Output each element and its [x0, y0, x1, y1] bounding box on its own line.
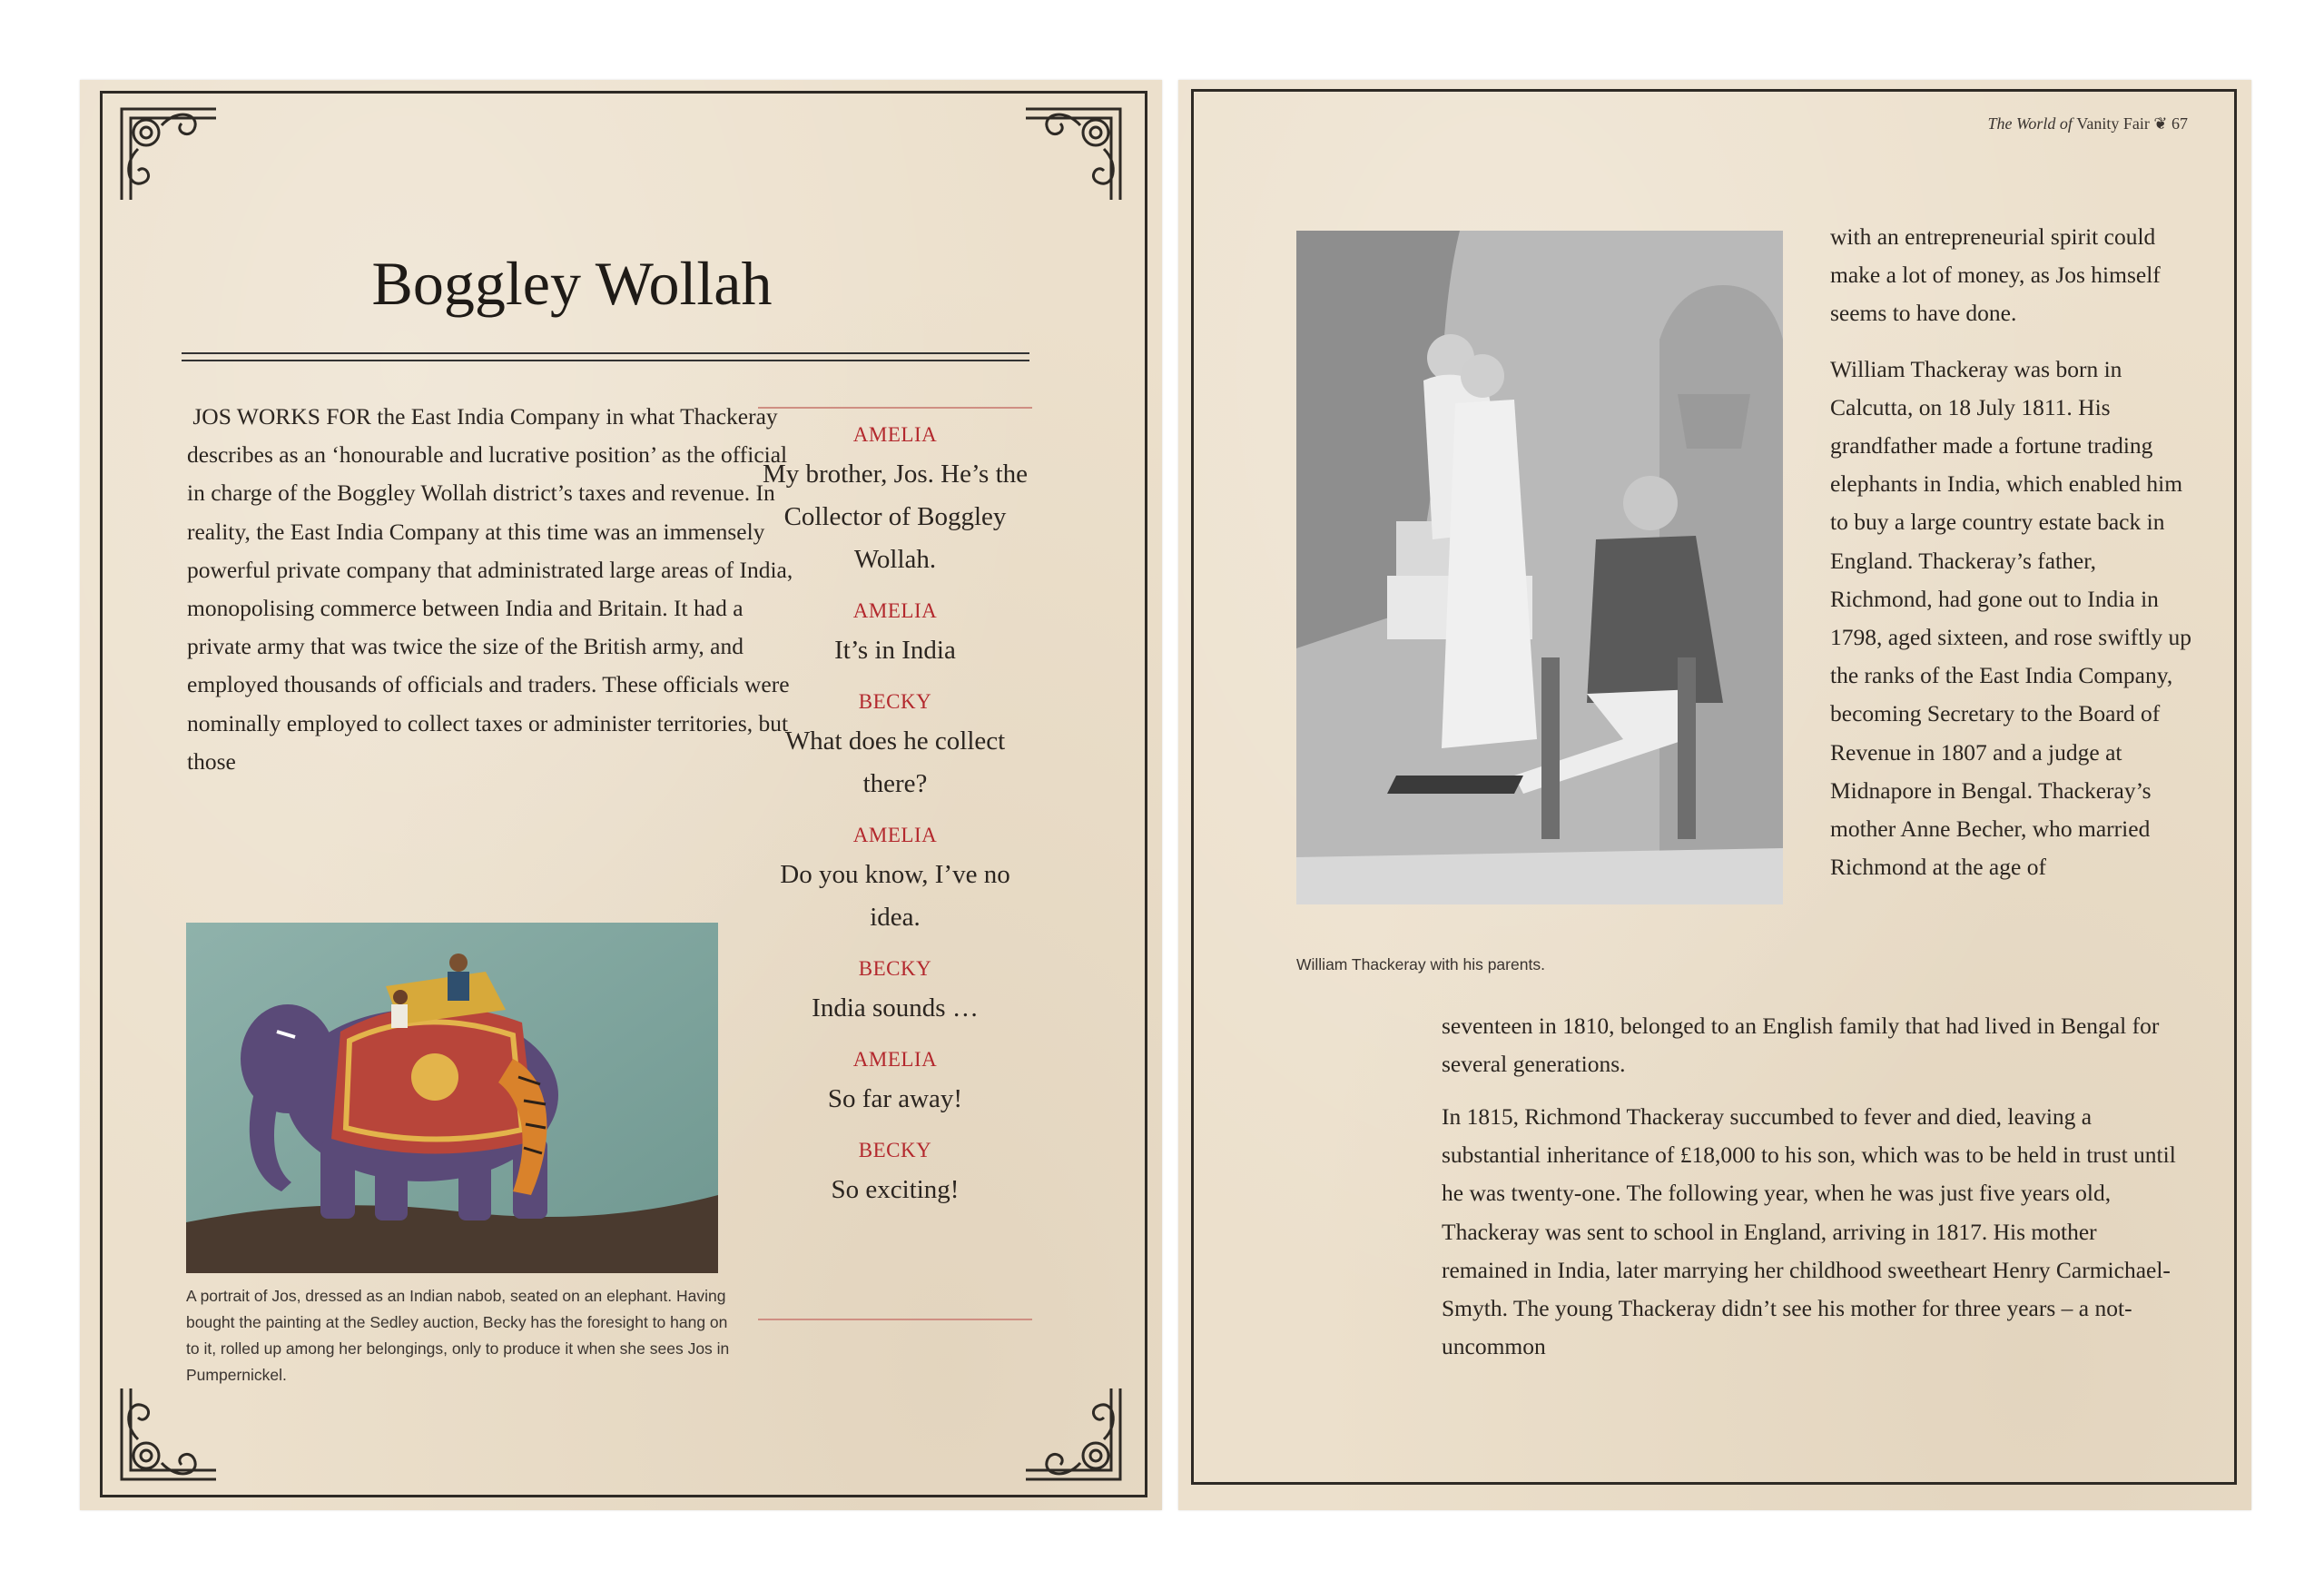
dialogue-speaker: BECKY: [858, 1139, 932, 1161]
page-title: Boggley Wollah: [371, 249, 773, 318]
running-head-series: The World of: [1987, 114, 2073, 133]
running-head: [1988, 114, 2188, 133]
engraving-caption: William Thackeray with his parents.: [1296, 955, 1545, 973]
corner-ornament-icon: [114, 98, 223, 207]
intro-lead-in: JOS WORKS FOR: [192, 403, 371, 430]
dialogue-line: India sounds …: [812, 993, 979, 1023]
dialogue-speaker: AMELIA: [852, 1048, 938, 1071]
dialogue-speaker: AMELIA: [852, 423, 938, 446]
flourish-icon: ❦: [2153, 114, 2168, 133]
dialogue-speaker: AMELIA: [852, 599, 938, 622]
right-page: [1178, 80, 2251, 1510]
paragraph: with an entrepreneurial spirit could make a lot of money, as Jos himself seems to have done.: [1830, 223, 2161, 327]
dialogue-sidebar: [758, 420, 1032, 1230]
dialogue-speaker: AMELIA: [852, 824, 938, 846]
thackeray-family-engraving: [1296, 231, 1783, 904]
narrow-column: [1830, 218, 2193, 886]
title-rule: [182, 360, 1029, 361]
intro-paragraph: [187, 398, 801, 781]
dialogue-speaker: BECKY: [858, 690, 932, 713]
corner-ornament-icon: [1019, 1381, 1128, 1490]
dialogue-bottom-rule: [758, 1319, 1032, 1320]
dialogue-line: It’s in India: [834, 636, 956, 665]
paragraph: William Thackeray was born in Calcutta, on 18 July 1811. His grandfather made a fortune trading elephants in India, which enabled him to buy a large country estate back in England. Thackeray’s father, Richmond, had gone out to India in 1798, aged sixteen, and rose swiftly up the ranks of the East India Company, becoming Secretary to the Board of Revenue in 1807 and a judge at Midnapore in Bengal. Thackeray’s mother Anne Becher, who married Richmond at the age of: [1830, 355, 2192, 881]
corner-ornament-icon: [1019, 98, 1128, 207]
dialogue-line: Do you know, I’ve no idea.: [780, 860, 1010, 932]
title-rule: [182, 352, 1029, 354]
page-number: 67: [2171, 114, 2188, 133]
elephant-caption: A portrait of Jos, dressed as an Indian nabob, seated on an elephant. Having bought the painting at the Sedley auction, Becky has the foresight to hang on to it, rolled up among her belongings, only to produce it when she sees Jos in Pumpernickel.: [186, 1287, 730, 1384]
dialogue-line: So far away!: [827, 1084, 963, 1113]
left-page: [80, 80, 1162, 1510]
dialogue-line: What does he collect there?: [784, 726, 1006, 798]
dialogue-line: My brother, Jos. He’s the Collector of Boggley Wollah.: [762, 459, 1029, 574]
intro-body: the East India Company in what Thackeray describes as an ‘honourable and lucrative position’ as the official in charge of the Boggley Wollah district’s taxes and revenue. In reality, the East India Company at this time was an immensely powerful private company that administrated large areas of India, monopolising commerce between India and Britain. It had a private army that was twice the size of the British army, and employed thousands of officials and traders. These officials were nominally employed to collect taxes or administer territories, but those: [187, 403, 793, 775]
paragraph: seventeen in 1810, belonged to an English family that had lived in Bengal for several generations.: [1442, 1013, 2160, 1078]
elephant-painting: [186, 923, 718, 1273]
dialogue-speaker: BECKY: [858, 957, 932, 980]
paragraph: In 1815, Richmond Thackeray succumbed to fever and died, leaving a substantial inheritance of £18,000 to his son, which was to be held in trust until he was twenty-one. The following year, when he was just five years old, Thackeray was sent to school in England, arriving in 1817. His mother remained in India, later marrying her childhood sweetheart Henry Carmichael-Smyth. The young Thackeray didn’t see his mother for three years – a not-uncommon: [1442, 1103, 2176, 1360]
corner-ornament-icon: [114, 1381, 223, 1490]
running-head-book: Vanity Fair: [2076, 114, 2150, 133]
dialogue-line: So exciting!: [831, 1175, 960, 1204]
dialogue-top-rule: [758, 407, 1032, 409]
